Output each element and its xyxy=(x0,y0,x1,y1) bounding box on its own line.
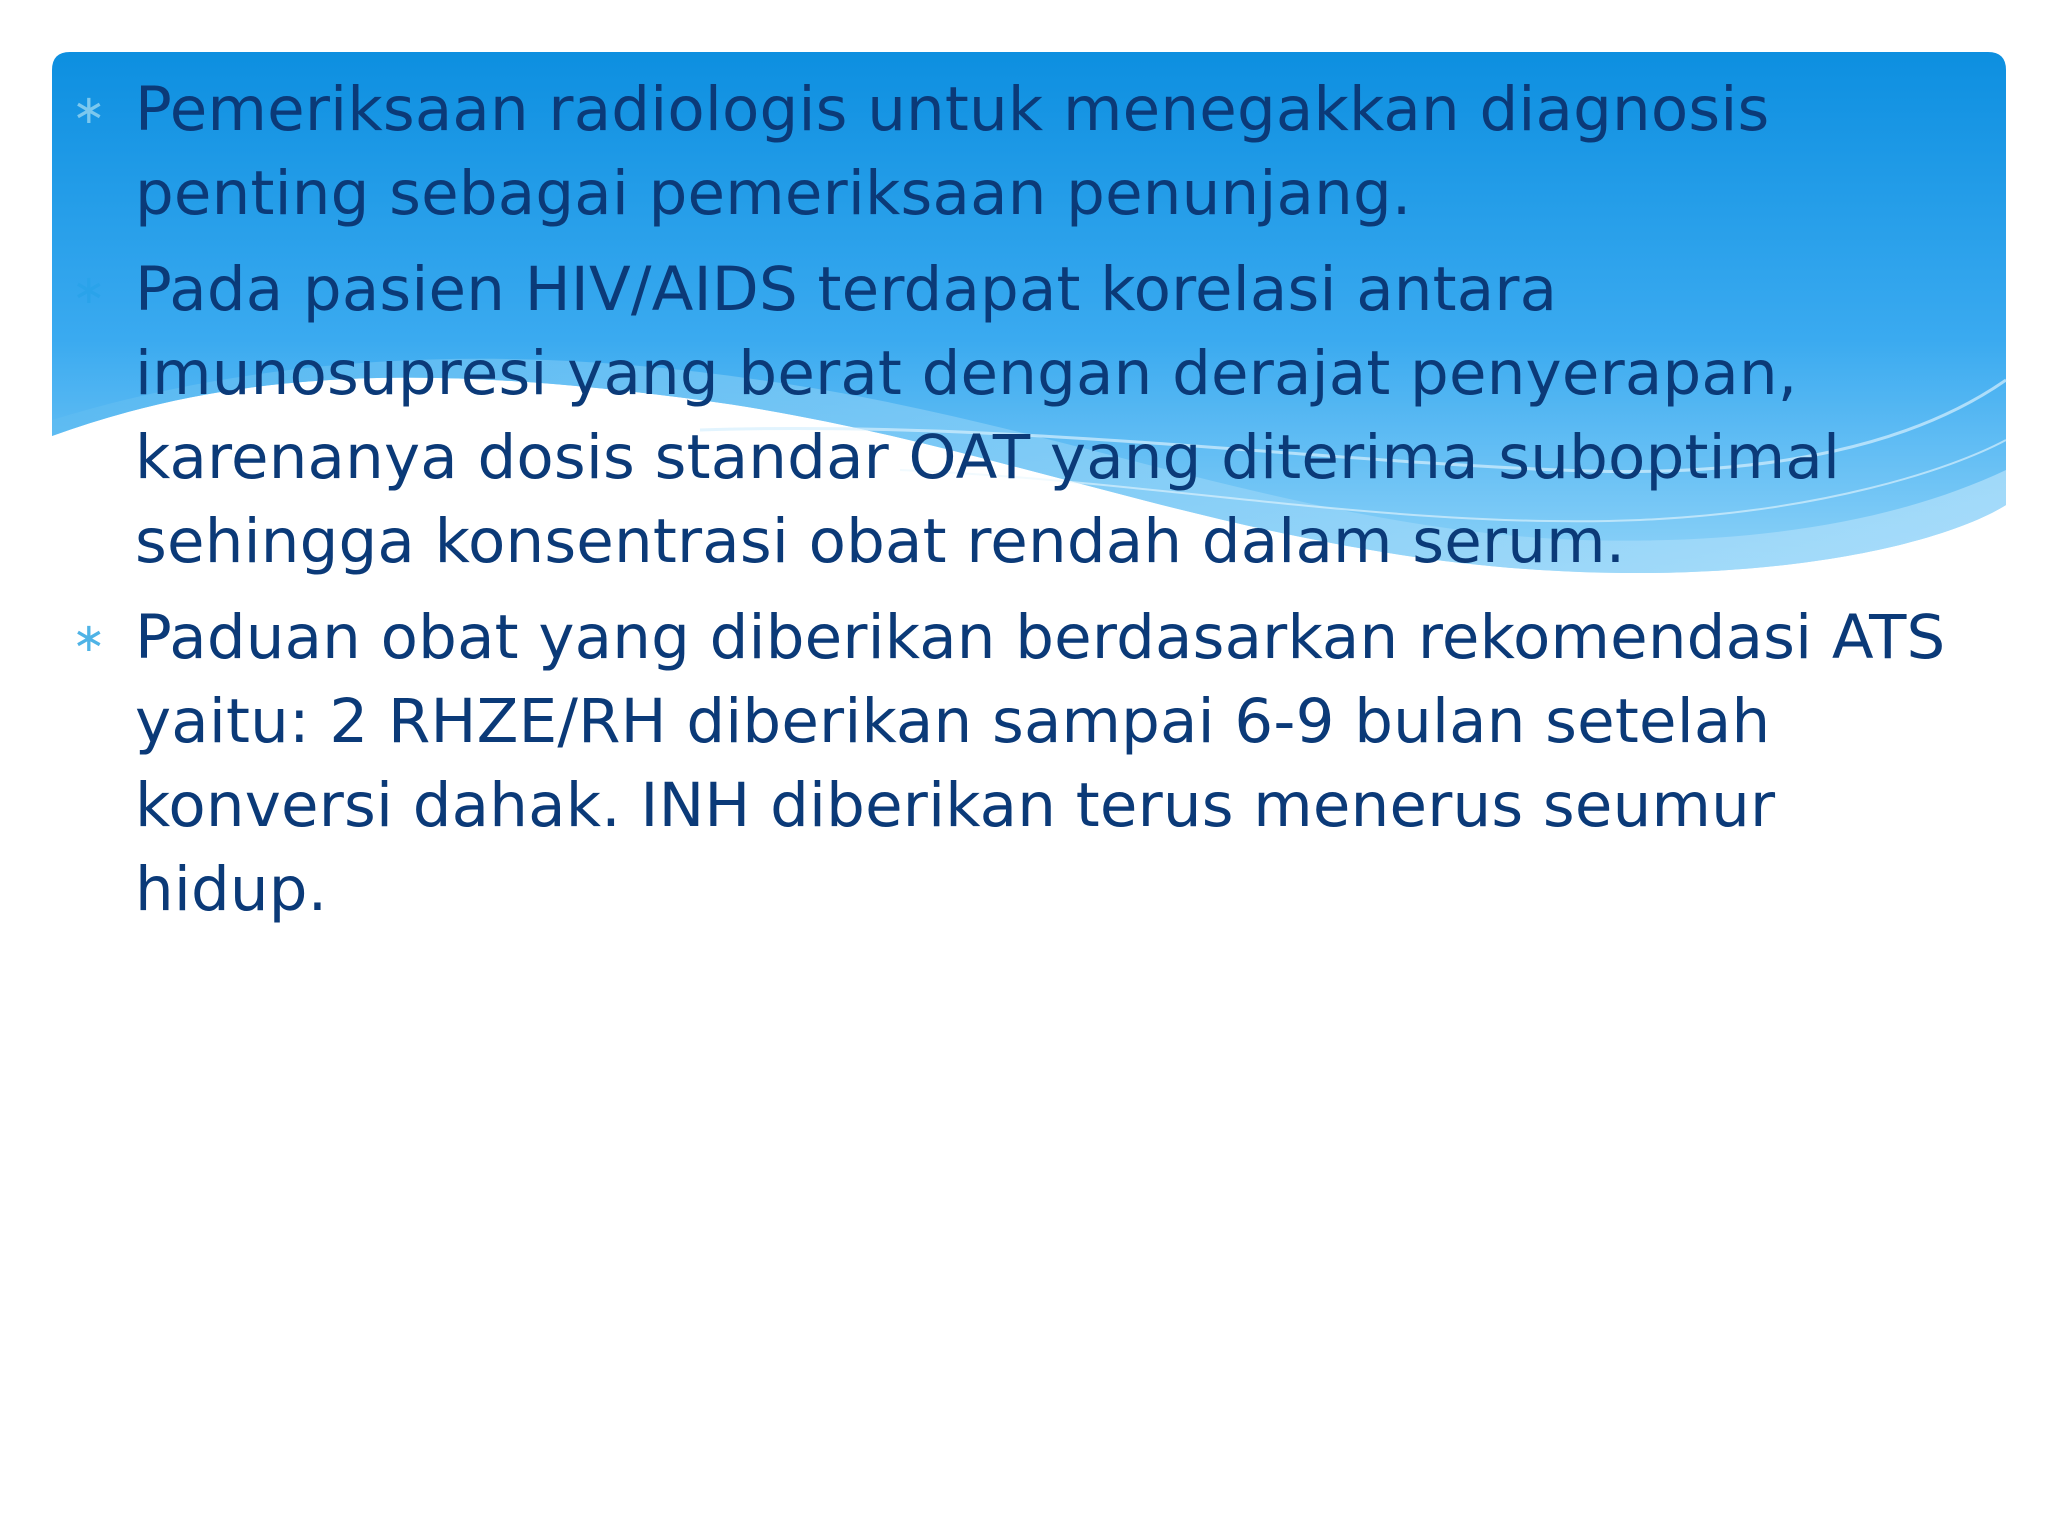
bullet-item xyxy=(72,68,1972,236)
asterisk-icon: ∗ xyxy=(72,267,106,313)
asterisk-icon: ∗ xyxy=(72,87,106,133)
bullet-item xyxy=(72,596,1972,932)
bullet-item xyxy=(72,248,1972,584)
bullet-text: Pada pasien HIV/AIDS terdapat korelasi antara imunosupresi yang berat dengan derajat penyerapan, karenanya dosis standar OAT yang diterima suboptimal sehingga konsentrasi obat rendah dalam serum. xyxy=(135,254,1841,577)
bullet-list xyxy=(72,68,1972,944)
asterisk-icon: ∗ xyxy=(72,615,106,661)
bullet-text: Paduan obat yang diberikan berdasarkan rekomendasi ATS yaitu: 2 RHZE/RH diberikan sampai 6-9 bulan setelah konversi dahak. INH diberikan terus menerus seumur hidup. xyxy=(135,602,1946,925)
bullet-text: Pemeriksaan radiologis untuk menegakkan diagnosis penting sebagai pemeriksaan penunjang. xyxy=(135,74,1770,229)
